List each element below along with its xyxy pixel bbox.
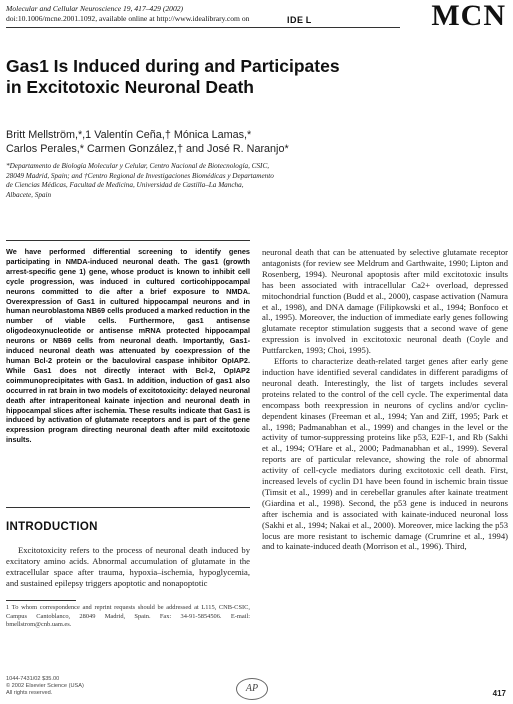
copyright-notice: © 2002 Elsevier Science (USA) (6, 683, 84, 689)
article-title (6, 56, 486, 98)
abstract-bottom-rule (6, 507, 250, 508)
affiliations (6, 162, 326, 200)
abstract: We have performed differential screening to identify genes participating in NMDA-induced neuronal death. The gas1 (growth arrest-specific gene 1) gene, whose product is known to inhibit cell cycle progression, was induced in cultured corticohippocampal neurons committed to die after a brief exposure to NMDA. Overexpression of Gas1 in cultured hippocampal neurons and in human neuroblastoma NB69 cells produced a marked reduction in the number of viable cells. Furthermore, gas1 antisense oligodeoxynucleotide or antisense mRNA protected hippocampal neurons or NB69 cells from neuronal death. Importantly, Gas1-induced neuronal death was attenuated by coexpression of the human Bcl-2 protein or the baculoviral caspase inhibitor OpIAP2. While Gas1 does not directly interact with Bcl-2, OpIAP2 coimmunoprecipitates with Gas1. In addition, induction of gas1 also occurred in rat brain in two models of excitotoxicity: delayed neuronal death after intraperitoneal kainate injection and neuronal death in hippocampal slices after ischemia. These results indicate that Gas1 is induced by activation of glutamate receptors and is part of the gene expression program directing neuronal death after mild excitotoxic insults. (6, 247, 250, 445)
affiliation-line-3: de Ciencias Médicas, Facultad de Medicina, Universidad de Castilla–La Mancha, (6, 181, 244, 190)
right-column-paragraph-2: Efforts to characterize death-related target genes after early gene induction have identified several candidates in different paradigms of neuronal death. Interestingly, the list of targets includes several proteins related to the control of the cell cycle. The experimental data encompass both reexpression in neurons of cyclins and/or cyclin-dependent kinases (Freeman et al., 1994; Yan and Ziff, 1995; Park et al., 1998; Padmanabhan et al., 1999) and changes in the level or the activity of tumor-suppressing proteins like p53, E2F-1, and Rb (Sakhi et al., 1994; O'Hare et al., 2000; Padmanabhan et al., 1999). Several reports are of particular relevance, showing the role of abnormal activity of cell-cycle mediators during excitotoxic cell death. First, increased levels of cyclin D1 have been found in ischemic brain tissue (Timsit et al., 1999) and in cerebellar granules after kainate treatment (Giardina et al., 1998). Second, the p53 gene is induced in neurons after ischemia and is associated with kainate-induced neuronal loss (Sakhi et al., 1994; Nakai et al., 2000). Moreover, mice lacking the p53 locus are more resistant to ischemic damage (Crumrine et al., 1994) and to kainate-induced death (Morrison et al., 1996). Third, (262, 356, 508, 552)
academic-press-logo: AP (236, 678, 268, 700)
rights-reserved: All rights reserved. (6, 690, 53, 696)
copyright-block (6, 676, 84, 697)
journal-citation: Molecular and Cellular Neuroscience 19, 417–429 (2002) (6, 4, 184, 13)
right-column-text (262, 247, 508, 552)
header-rule (6, 27, 400, 28)
journal-abbreviation: MCN (431, 0, 506, 32)
affiliation-line-2: 28049 Madrid, Spain; and †Centro Regional de Investigaciones Biomédicas y Departamento (6, 171, 274, 180)
affiliation-line-1: *Departamento de Biología Molecular y Celular, Centro Nacional de Biotecnología, CSIC, (6, 162, 270, 170)
author-list (6, 128, 506, 156)
ideal-logo: IDE L (287, 15, 312, 25)
journal-header (6, 4, 249, 24)
authors-line-1: Britt Mellström,*,1 Valentín Ceña,† Mónica Lamas,* (6, 129, 252, 141)
authors-line-2: Carlos Perales,* Carmen González,† and José R. Naranjo* (6, 143, 289, 155)
title-line-1: Gas1 Is Induced during and Participates (6, 56, 340, 76)
correspondence-footnote: 1 To whom correspondence and reprint requests should be addressed at L115, CNB-CSIC, Campus Cantoblanco, 28049 Madrid, Spain. Fax: 34-91-5854506. E-mail: bmellstrom@cnb.uam.es. (6, 604, 250, 629)
introduction-heading: INTRODUCTION (6, 521, 98, 533)
issn-price: 1044-7431/02 $35.00 (6, 676, 60, 682)
page-number: 417 (492, 689, 506, 698)
affiliation-line-4: Albacete, Spain (6, 190, 52, 199)
right-column-paragraph-1: neuronal death that can be attenuated by selective glutamate receptor antagonists (for review see Meldrum and Garthwaite, 1990; Lipton and Rosenberg, 1994). Neuronal apoptosis after mild excitotoxic insults has been associated with intracellular Ca2+ overload, depressed mitochondrial function (Budd et al., 2000), caspase activation (Namura et al., 1998), and DNA damage (Filipkowski et al., 1994; Bonfoco et al., 1995). Moreover, the induction of immediate early genes following glutamate receptor stimulation suggests that a second wave of gene expression is involved in excitotoxic neuronal death (Coyle and Puttfarcken, 1993; Choi, 1995). (262, 247, 508, 356)
title-line-2: in Excitotoxic Neuronal Death (6, 77, 254, 97)
abstract-top-rule (6, 240, 250, 241)
doi-line[interactable]: doi:10.1006/mcne.2001.1092, available online at http://www.idealibrary.com on (6, 14, 250, 23)
introduction-text: Excitotoxicity refers to the process of neuronal death induced by excitatory amino acids. Abnormal accumulation of glutamate in the extracellular space after trauma, hypoxia–ischemia, hypoglycemia, and sustained epilepsy triggers apoptotic and nonapoptotic (6, 545, 250, 588)
